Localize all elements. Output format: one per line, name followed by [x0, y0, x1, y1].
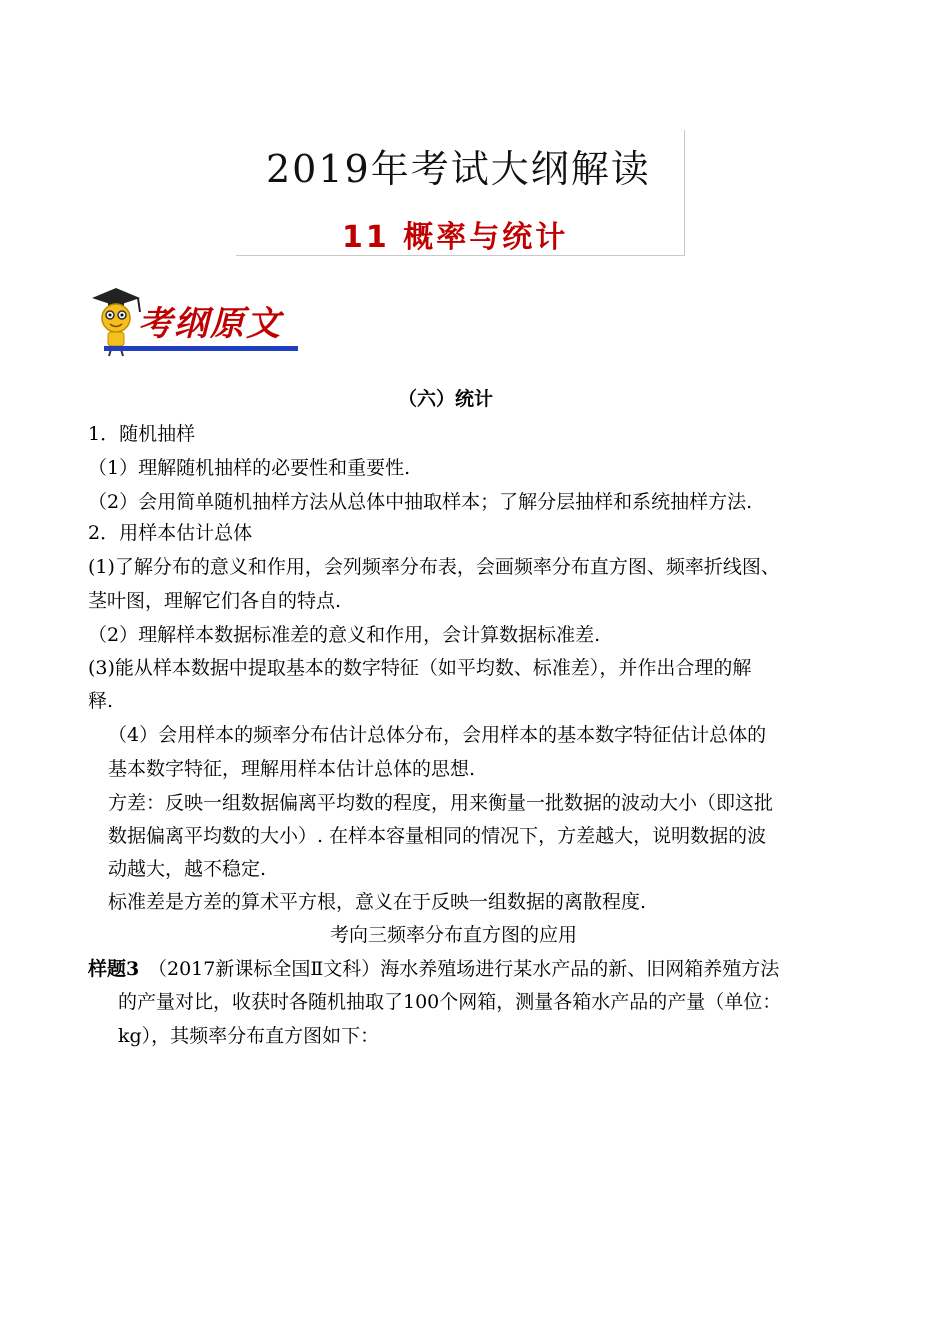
text-line: 数据偏离平均数的大小）. 在样本容量相同的情况下，方差越大，说明数据的波 [108, 825, 767, 847]
topic-heading: 考向三频率分布直方图的应用 [330, 924, 578, 946]
title-box [236, 130, 685, 256]
badge-underline [104, 346, 298, 351]
text-line: 2．用样本估计总体 [88, 522, 253, 544]
example-line: （2017新课标全国Ⅱ文科）海水养殖场进行某水产品的新、旧网箱养殖方法 [148, 958, 780, 980]
text-line: 释. [88, 690, 114, 712]
text-line: （4）会用样本的频率分布估计总体分布，会用样本的基本数字特征估计总体的 [108, 724, 767, 746]
text-line: 动越大，越不稳定. [108, 858, 267, 880]
example-label: 样题3 [88, 958, 140, 980]
text-line: 基本数字特征，理解用样本估计总体的思想. [108, 758, 476, 780]
text-line: 1．随机抽样 [88, 423, 196, 445]
example-line: 的产量对比，收获时各随机抽取了100个网箱，测量各箱水产品的产量（单位： [118, 991, 782, 1013]
page-title: 2019年考试大纲解读 [266, 147, 651, 191]
text-line: 标准差是方差的算术平方根，意义在于反映一组数据的离散程度. [108, 891, 647, 913]
badge-label: 考纲原文 [138, 304, 282, 344]
text-line: 方差：反映一组数据偏离平均数的程度，用来衡量一批数据的波动大小（即这批 [108, 792, 774, 814]
text-line: (3)能从样本数据中提取基本的数字特征（如平均数、标准差），并作出合理的解 [88, 657, 752, 679]
text-line: 茎叶图，理解它们各自的特点. [88, 590, 342, 612]
text-line: （2）会用简单随机抽样方法从总体中抽取样本；了解分层抽样和系统抽样方法. [88, 491, 753, 513]
section-heading: （六）统计 [398, 388, 494, 410]
example-line: kg），其频率分布直方图如下： [118, 1025, 380, 1047]
page-subtitle: 11 概率与统计 [342, 220, 569, 255]
section-badge [86, 284, 300, 360]
text-line: （1）理解随机抽样的必要性和重要性. [88, 457, 411, 479]
text-line: （2）理解样本数据标准差的意义和作用，会计算数据标准差. [88, 624, 601, 646]
text-line: (1)了解分布的意义和作用，会列频率分布表，会画频率分布直方图、频率折线图、 [88, 556, 780, 578]
